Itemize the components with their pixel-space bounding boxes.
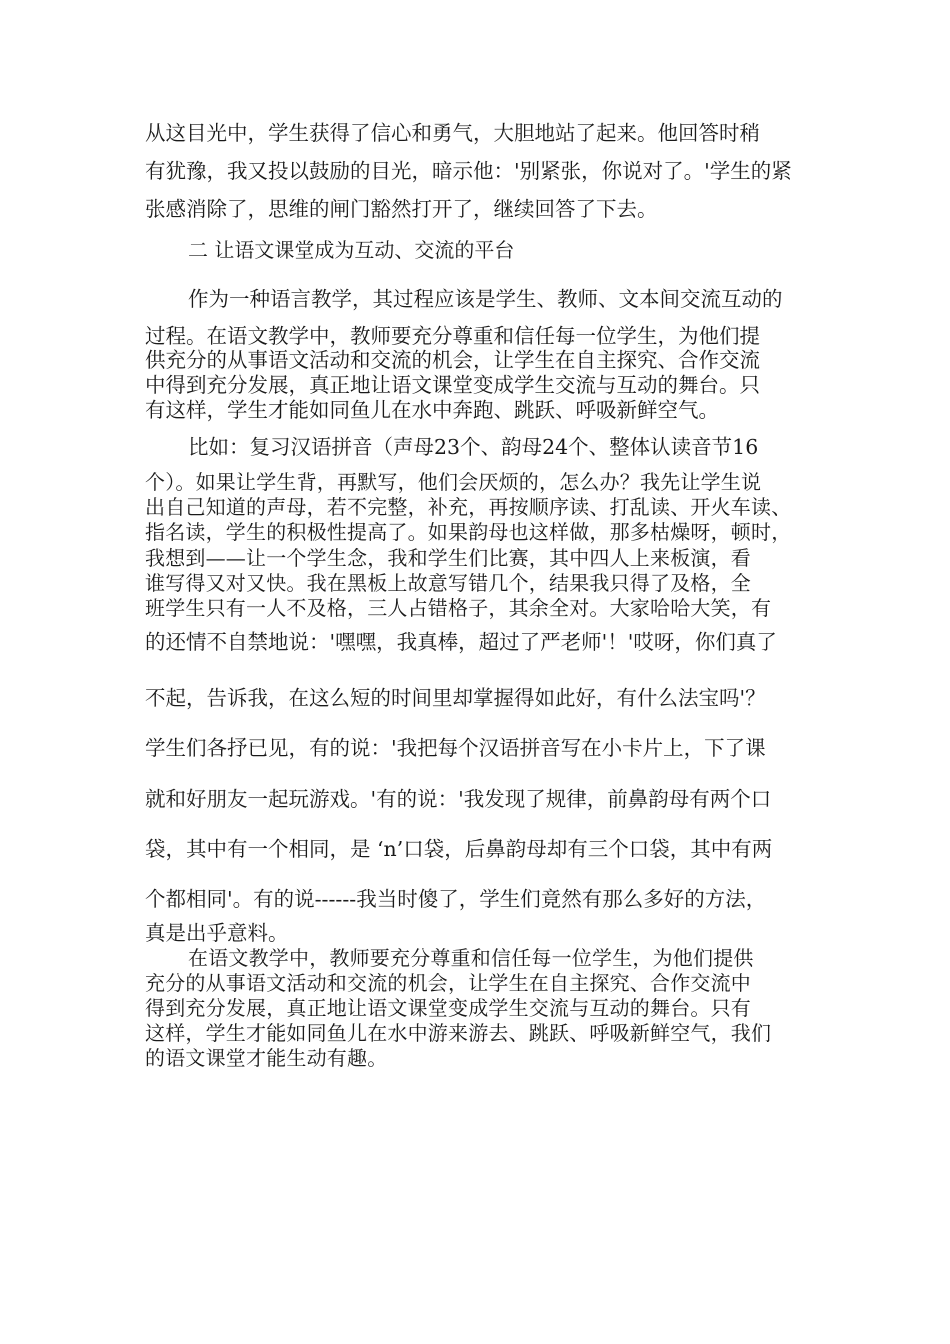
paragraph-line: 学生们各抒已见，有的说：'我把每个汉语拼音写在小卡片上，下了课 bbox=[145, 736, 766, 760]
paragraph-line: 有这样，学生才能如同鱼儿在水中奔跑、跳跃、呼吸新鲜空气。 bbox=[145, 398, 719, 422]
paragraph-line: 谁写得又对又快。我在黑板上故意写错几个，结果我只得了及格，全 bbox=[145, 571, 751, 595]
paragraph-line: 的语文课堂才能生动有趣。 bbox=[145, 1046, 388, 1070]
paragraph-line: 指名读，学生的积极性提高了。如果韵母也这样做，那多枯燥呀，顿时， bbox=[145, 520, 792, 544]
paragraph-line: 充分的从事语文活动和交流的机会，让学生在自主探究、合作交流中 bbox=[145, 971, 751, 995]
paragraph-line: 班学生只有一人不及格，三人占错格子，其余全对。大家哈哈大笑，有 bbox=[145, 596, 772, 620]
paragraph-line: 作为一种语言教学，其过程应该是学生、教师、文本间交流互动的 bbox=[188, 287, 783, 311]
paragraph-line: 得到充分发展，真正地让语文课堂变成学生交流与互动的舞台。只有 bbox=[145, 996, 751, 1020]
paragraph-line: 就和好朋友一起玩游戏。'有的说：'我发现了规律，前鼻韵母有两个口 bbox=[145, 787, 772, 811]
paragraph-line: 比如：复习汉语拼音（声母23个、韵母24个、整体认读音节16 bbox=[188, 435, 759, 459]
paragraph-line: 供充分的从事语文活动和交流的机会，让学生在自主探究、合作交流 bbox=[145, 348, 760, 372]
paragraph-line: 有犹豫，我又投以鼓励的目光，暗示他：'别紧张，你说对了。'学生的紧 bbox=[145, 159, 792, 183]
paragraph-line: 出自己知道的声母，若不完整，补充，再按顺序读、打乱读、开火车读、 bbox=[145, 495, 792, 519]
paragraph-line: 张感消除了，思维的闸门豁然打开了，继续回答了下去。 bbox=[145, 197, 658, 221]
paragraph-line: 真是出乎意料。 bbox=[145, 921, 289, 945]
paragraph-line: 在语文教学中，教师要充分尊重和信任每一位学生，为他们提供 bbox=[188, 946, 754, 970]
paragraph-line: 这样，学生才能如同鱼儿在水中游来游去、跳跃、呼吸新鲜空气，我们 bbox=[145, 1021, 772, 1045]
paragraph-line: 不起，告诉我，在这么短的时间里却掌握得如此好，有什么法宝吗'？ bbox=[145, 686, 766, 710]
paragraph-line: 的还情不自禁地说：'嘿嘿，我真棒，超过了严老师'！'哎呀，你们真了 bbox=[145, 630, 777, 654]
paragraph-line: 过程。在语文教学中，教师要充分尊重和信任每一位学生，为他们提 bbox=[145, 324, 760, 348]
paragraph-line: 从这目光中，学生获得了信心和勇气，大胆地站了起来。他回答时稍 bbox=[145, 121, 760, 145]
paragraph-line: 中得到充分发展，真正地让语文课堂变成学生交流与互动的舞台。只 bbox=[145, 373, 760, 397]
paragraph-line: 个都相同'。有的说------我当时傻了，学生们竟然有那么多好的方法， bbox=[145, 887, 767, 911]
section-heading: 二 让语文课堂成为互动、交流的平台 bbox=[188, 238, 515, 262]
paragraph-line: 个）。如果让学生背，再默写，他们会厌烦的，怎么办？我先让学生说 bbox=[145, 470, 762, 494]
paragraph-line: 袋，其中有一个相同，是 ‘n’口袋，后鼻韵母却有三个口袋，其中有两 bbox=[145, 837, 773, 861]
paragraph-line: 我想到——让一个学生念，我和学生们比赛，其中四人上来板演，看 bbox=[145, 546, 751, 570]
